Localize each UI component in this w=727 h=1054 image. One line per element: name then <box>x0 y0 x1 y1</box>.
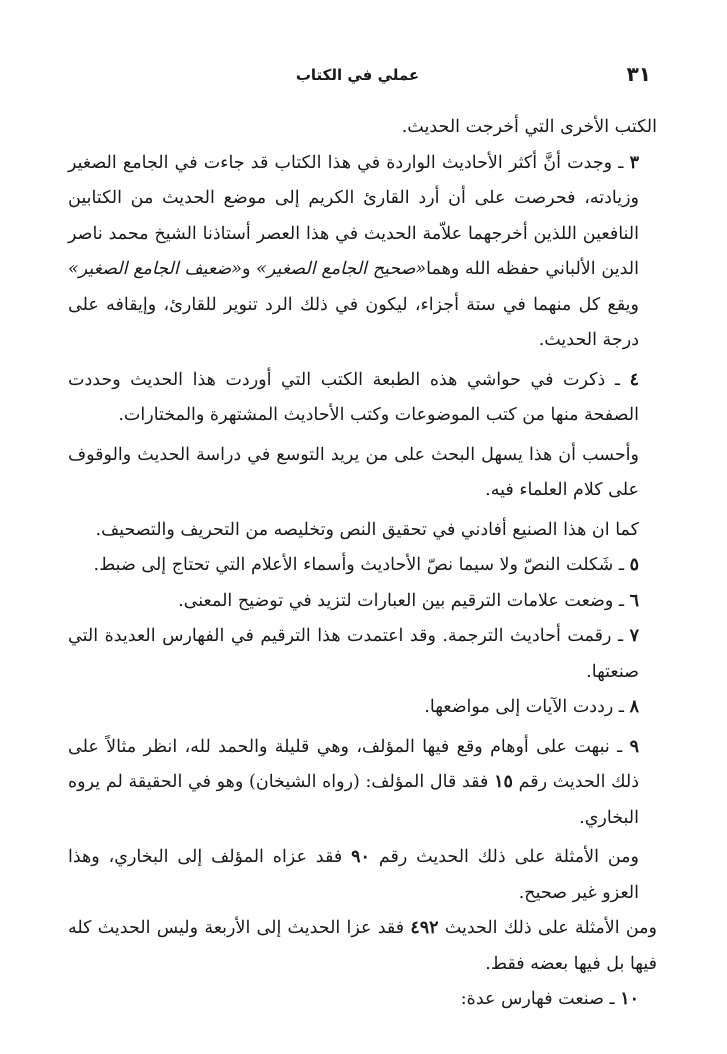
item-number: ١٠ <box>620 989 639 1009</box>
item-number: ٦ <box>629 590 639 611</box>
page-number: ٣١ <box>626 62 651 86</box>
paragraph-text: ـ رددت الآيات إلى مواضعها. <box>424 697 630 717</box>
paragraph-text: ـ نبهت على أوهام وقع فيها المؤلف، وهي قليلة والحمد لله، انظر مثالاً على ذلك الحديث رقم <box>68 736 639 792</box>
paragraph-0: الكتب الأخرى التي أخرجت الحديث. <box>401 117 657 137</box>
paragraph-item-8 <box>68 690 657 726</box>
paragraph-note: كما ان هذا الصنيع أفادني في تحقيق النص وتخليصه من التحريف والتصحيف. <box>95 519 639 540</box>
paragraph-item-7 <box>68 619 657 690</box>
paragraph-item-9 <box>68 730 657 837</box>
paragraph-text: فقد عزاه المؤلف إلى البخاري، وهذا العزو غير صحيح. <box>68 847 639 903</box>
item-number: ٤ <box>629 369 639 390</box>
page-body <box>68 110 657 1018</box>
paragraph-text: ـ صنعت فهارس عدة: <box>460 989 621 1009</box>
item-number: ٣ <box>629 152 639 173</box>
paragraph-text: فقد عزا الحديث إلى الأربعة وليس الحديث كله فيها بل فيها بعضه فقط. <box>68 918 657 974</box>
paragraph-text: ـ رقمت أحاديث الترجمة. وقد اعتمدت هذا الترقيم في الفهارس العديدة التي صنعتها. <box>68 626 639 682</box>
paragraph-text: ومن الأمثلة على ذلك الحديث <box>438 918 658 938</box>
item-number: ٧ <box>629 626 639 646</box>
paragraph-text: ـ وجدت أنَّ أكثر الأحاديث الواردة في هذا الكتاب قد جاءت في الجامع الصغير وزيادته، فحرصت على أن أرد القارئ الكريم إلى موضع الحديث من الكتابين النافعين اللذين أخرجهما علاّمة الحديث في هذا العصر أستاذنا الشيخ محمد ناصر الدين الألباني حفظه الله وهما <box>68 152 639 279</box>
paragraph-example <box>68 840 657 911</box>
paragraph-item-5 <box>68 548 657 584</box>
paragraph-text: ـ وضعت علامات الترقيم بين العبارات لتزيد في توضيح المعنى. <box>178 590 630 611</box>
paragraph-item-3 <box>68 146 657 359</box>
item-number: ٥ <box>629 555 639 575</box>
paragraph-text: ـ ذكرت في حواشي هذه الطبعة الكتب التي أوردت هذا الحديث وحددت الصفحة منها من كتب الموضوعات وكتب الأحاديث المشتهرة والمختارات. <box>68 369 639 425</box>
book-title: «صحيح الجامع الصغير» <box>256 259 427 279</box>
book-title: «ضعيف الجامع الصغير» <box>68 259 242 279</box>
paragraph-item-6 <box>68 584 657 620</box>
page-header <box>64 62 651 90</box>
running-title: عملي في الكتاب <box>295 66 420 84</box>
item-number: ٨ <box>629 697 639 717</box>
paragraph-example <box>68 911 657 982</box>
paragraph-text: ويقع كل منهما في ستة أجزاء، ليكون في ذلك الرد تنوير للقارئ، وإيقافه على درجة الحديث. <box>68 294 639 350</box>
item-number: ٩ <box>629 736 639 757</box>
hadith-number: ٤٩٢ <box>410 918 439 938</box>
paragraph-text: فقد قال المؤلف: (رواه الشيخان) وهو في الحقيقة لم يروه البخاري. <box>68 772 639 828</box>
paragraph-note: وأحسب أن هذا يسهل البحث على من يريد التوسع في دراسة الحديث والوقوف على كلام العلماء فيه. <box>68 444 639 500</box>
hadith-number: ٩٠ <box>351 847 370 867</box>
paragraph-text: ـ شَكلت النصّ ولا سيما نصّ الأحاديث وأسماء الأعلام التي تحتاج إلى ضبط. <box>93 555 630 575</box>
paragraph-text: ومن الأمثلة على ذلك الحديث رقم <box>369 847 639 867</box>
paragraph-item-10 <box>68 982 657 1018</box>
hadith-number: ١٥ <box>494 772 513 792</box>
conjunction: و <box>241 259 257 279</box>
paragraph-item-4 <box>68 363 657 434</box>
